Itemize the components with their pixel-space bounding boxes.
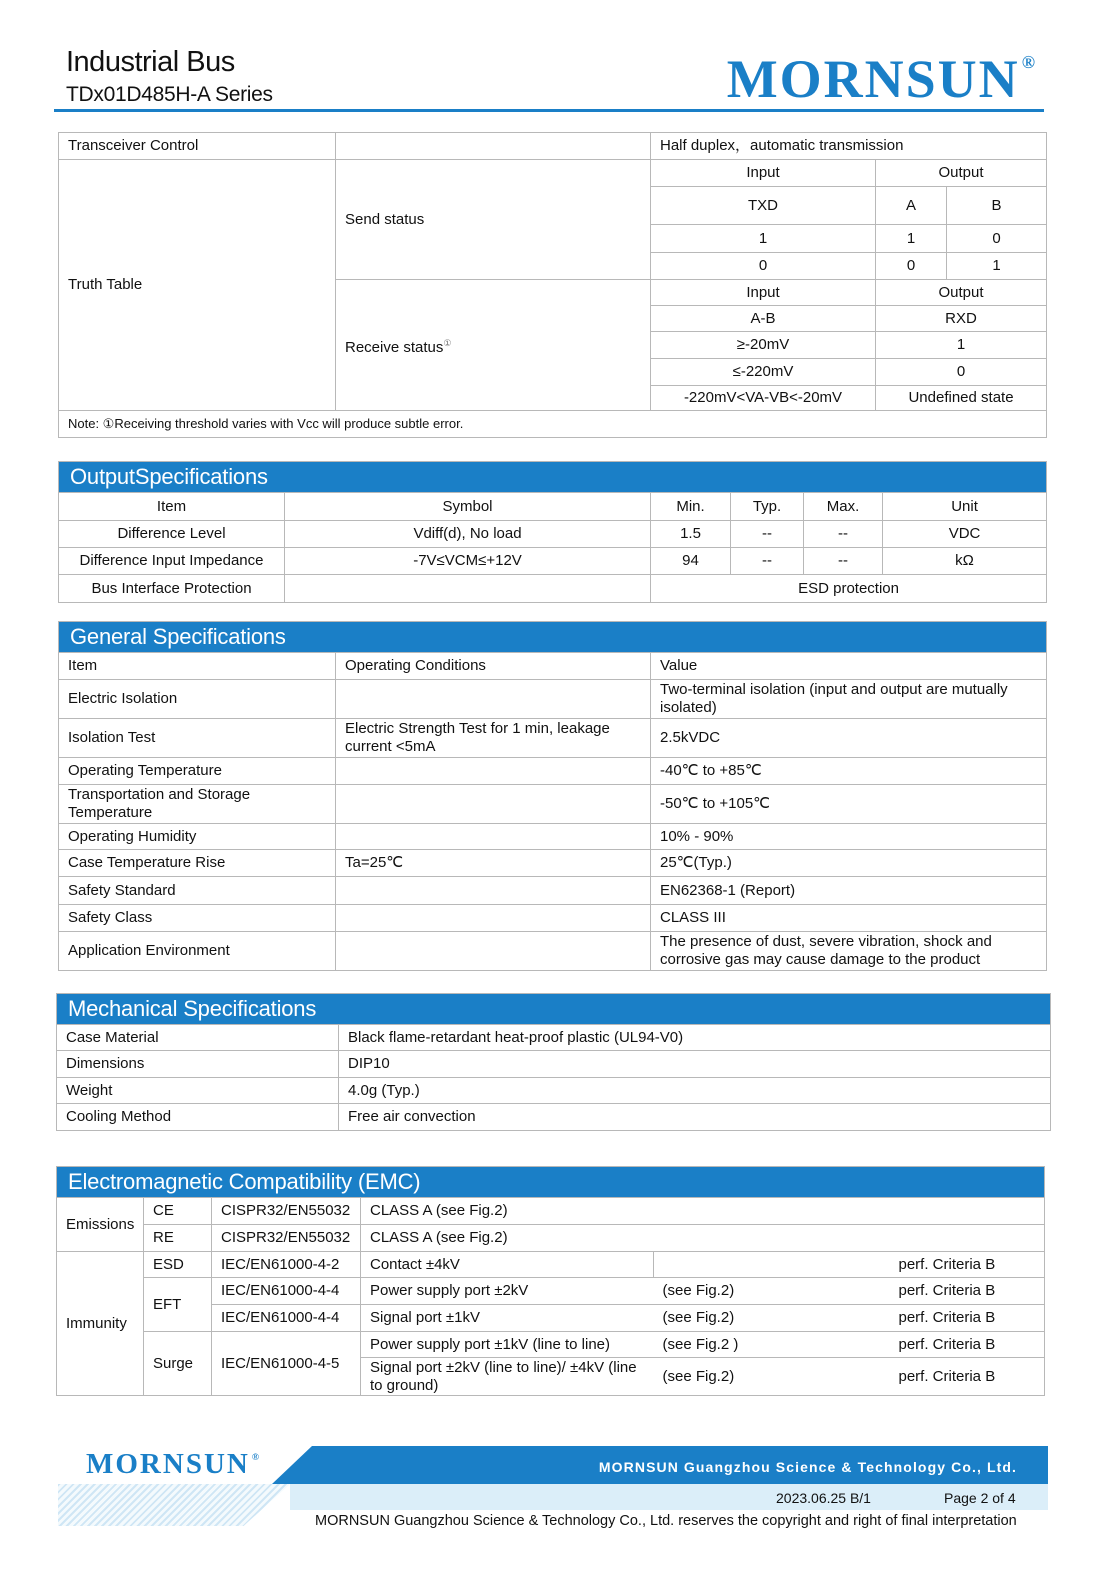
table-cell: The presence of dust, severe vibration, shock and corrosive gas may cause damage to the product (651, 932, 1047, 971)
general-header: Value (651, 653, 1047, 680)
table-cell: Operating Humidity (59, 824, 336, 850)
table-cell: Contact ±4kV (361, 1252, 654, 1278)
table-cell: Isolation Test (59, 719, 336, 758)
recv-cell: 0 (876, 359, 1047, 386)
send-input-header: Input (651, 160, 876, 187)
table-cell: CISPR32/EN55032 (212, 1225, 361, 1252)
table-cell: 2.5kVDC (651, 719, 1047, 758)
table-cell (336, 905, 651, 932)
table-cell: -- (731, 521, 804, 548)
footer-date: 2023.06.25 B/1 (776, 1490, 871, 1506)
send-cell: 1 (947, 253, 1047, 280)
header-rule (54, 109, 1044, 112)
table-row (57, 1051, 1051, 1078)
send-col-txd: TXD (651, 187, 876, 225)
send-col-b: B (947, 187, 1047, 225)
truth-table-note: Note: ①Receiving threshold varies with Vcc will produce subtle error. (59, 411, 1047, 438)
table-cell: IEC/EN61000-4-4 (212, 1305, 361, 1332)
general-spec-title: General Specifications (59, 622, 1047, 653)
table-cell: Safety Standard (59, 877, 336, 905)
send-cell: 0 (947, 225, 1047, 253)
send-cell: 0 (651, 253, 876, 280)
table-cell: CLASS III (651, 905, 1047, 932)
table-cell: kΩ (883, 548, 1047, 575)
table-cell: 25℃(Typ.) (651, 850, 1047, 877)
table-cell: RE (144, 1225, 212, 1252)
table-cell: DIP10 (339, 1051, 1051, 1078)
table-row (59, 719, 1047, 758)
table-row (59, 824, 1047, 850)
surge-label: Surge (144, 1332, 212, 1396)
surge-standard: IEC/EN61000-4-5 (212, 1332, 361, 1396)
table-cell: Vdiff(d), No load (285, 521, 651, 548)
recv-cell: ≤-220mV (651, 359, 876, 386)
table-cell: (see Fig.2) (654, 1305, 890, 1332)
output-spec-table (58, 461, 1047, 603)
table-cell: Operating Temperature (59, 758, 336, 785)
table-cell: Power supply port ±1kV (line to line) (361, 1332, 654, 1358)
table-row (59, 521, 1047, 548)
table-row (57, 1104, 1051, 1131)
send-cell: 1 (651, 225, 876, 253)
output-header: Unit (883, 493, 1047, 521)
emissions-label: Emissions (57, 1198, 144, 1252)
page-number: Page 2 of 4 (944, 1490, 1016, 1506)
send-cell: 1 (876, 225, 947, 253)
table-cell: Case Temperature Rise (59, 850, 336, 877)
table-cell: Power supply port ±2kV (361, 1278, 654, 1305)
eft-label: EFT (144, 1278, 212, 1332)
table-cell: Dimensions (57, 1051, 339, 1078)
table-cell (336, 785, 651, 824)
table-row (57, 1332, 1045, 1358)
table-cell: perf. Criteria B (890, 1332, 1045, 1358)
table-cell: Cooling Method (57, 1104, 339, 1131)
table-cell: Signal port ±1kV (361, 1305, 654, 1332)
recv-cell: Undefined state (876, 386, 1047, 411)
receive-status-label (336, 280, 651, 411)
truth-table-label: Truth Table (59, 160, 336, 411)
send-status-label: Send status (336, 160, 651, 280)
general-spec-table (58, 621, 1047, 971)
table-cell: CLASS A (see Fig.2) (361, 1225, 1045, 1252)
table-cell: -- (731, 548, 804, 575)
table-row (59, 575, 1047, 603)
table-cell: Case Material (57, 1025, 339, 1051)
emc-title: Electromagnetic Compatibility (EMC) (57, 1167, 1045, 1198)
send-cell: 0 (876, 253, 947, 280)
immunity-label: Immunity (57, 1252, 144, 1396)
table-cell: 10% - 90% (651, 824, 1047, 850)
table-cell: Ta=25℃ (336, 850, 651, 877)
table-cell: IEC/EN61000-4-2 (212, 1252, 361, 1278)
recv-cell: 1 (876, 332, 1047, 359)
table-cell: EN62368-1 (Report) (651, 877, 1047, 905)
table-cell: Signal port ±2kV (line to line)/ ±4kV (line to ground) (361, 1358, 654, 1396)
table-cell: -40℃ to +85℃ (651, 758, 1047, 785)
output-spec-title: OutputSpecifications (59, 462, 1047, 493)
table-cell: CISPR32/EN55032 (212, 1198, 361, 1225)
footer-registered-mark: ® (251, 1452, 259, 1463)
output-header: Typ. (731, 493, 804, 521)
mechanical-spec-table (56, 993, 1051, 1131)
table-cell: IEC/EN61000-4-4 (212, 1278, 361, 1305)
table-row (59, 877, 1047, 905)
table-row (59, 785, 1047, 824)
recv-cell: ≥-20mV (651, 332, 876, 359)
footer-copyright: MORNSUN Guangzhou Science & Technology Co., Ltd. reserves the copyright and right of final interpretation (315, 1513, 1017, 1529)
table-row (57, 1278, 1045, 1305)
bus-protection-label: Bus Interface Protection (59, 575, 285, 603)
document-title: Industrial Bus (66, 46, 235, 78)
table-cell (336, 680, 651, 719)
table-cell: Two-terminal isolation (input and output are mutually isolated) (651, 680, 1047, 719)
table-cell (336, 758, 651, 785)
output-header: Item (59, 493, 285, 521)
footer-light-band (290, 1484, 1048, 1510)
table-cell: ESD (144, 1252, 212, 1278)
table-row (57, 1078, 1051, 1104)
recv-cell: -220mV<VA-VB<-20mV (651, 386, 876, 411)
table-row (57, 1225, 1045, 1252)
table-row (59, 680, 1047, 719)
table-cell: Safety Class (59, 905, 336, 932)
table-cell: (see Fig.2) (654, 1358, 890, 1396)
table-cell: 1.5 (651, 521, 731, 548)
table-cell: Difference Input Impedance (59, 548, 285, 575)
receive-status-note-mark: ① (443, 337, 452, 348)
table-cell: Electric Isolation (59, 680, 336, 719)
table-cell (336, 824, 651, 850)
table-cell: 94 (651, 548, 731, 575)
transceiver-control-value: Half duplex，automatic transmission (651, 133, 1047, 160)
series-name: TDx01D485H-A Series (66, 83, 273, 106)
transceiver-control-label: Transceiver Control (59, 133, 336, 160)
footer-company: MORNSUN Guangzhou Science & Technology Co., Ltd. (598, 1459, 1017, 1475)
general-header: Item (59, 653, 336, 680)
table-row (59, 758, 1047, 785)
table-row (57, 1198, 1045, 1225)
footer-hatch-decoration (58, 1484, 290, 1526)
table-cell: Difference Level (59, 521, 285, 548)
table-cell: (see Fig.2 ) (654, 1332, 890, 1358)
table-cell: -7V≤VCM≤+12V (285, 548, 651, 575)
table-cell: CLASS A (see Fig.2) (361, 1198, 1045, 1225)
table-cell: Electric Strength Test for 1 min, leakage current <5mA (336, 719, 651, 758)
recv-col-rxd: RXD (876, 306, 1047, 332)
table-cell: 4.0g (Typ.) (339, 1078, 1051, 1104)
table-cell: -- (804, 521, 883, 548)
emc-table (56, 1166, 1045, 1396)
output-header: Max. (804, 493, 883, 521)
table-cell: (see Fig.2) (654, 1278, 890, 1305)
bus-protection-value: ESD protection (651, 575, 1047, 603)
table-cell: perf. Criteria B (890, 1358, 1045, 1396)
registered-mark: ® (1021, 52, 1035, 72)
general-header: Operating Conditions (336, 653, 651, 680)
recv-input-header: Input (651, 280, 876, 306)
transceiver-table (58, 132, 1047, 438)
footer-mornsun-logo (86, 1448, 259, 1481)
logo-text: MORNSUN (726, 49, 1020, 109)
table-row (59, 548, 1047, 575)
table-cell: perf. Criteria B (890, 1252, 1045, 1278)
table-cell (336, 932, 651, 971)
table-cell (336, 877, 651, 905)
mornsun-logo (727, 48, 1035, 110)
footer-logo-text: MORNSUN (86, 1448, 250, 1480)
table-cell: Weight (57, 1078, 339, 1104)
table-row (59, 905, 1047, 932)
table-cell: Transportation and Storage Temperature (59, 785, 336, 824)
table-cell: perf. Criteria B (890, 1305, 1045, 1332)
send-output-header: Output (876, 160, 1047, 187)
table-cell: CE (144, 1198, 212, 1225)
recv-col-ab: A-B (651, 306, 876, 332)
table-cell: Black flame-retardant heat-proof plastic (UL94-V0) (339, 1025, 1051, 1051)
table-row (59, 932, 1047, 971)
recv-output-header: Output (876, 280, 1047, 306)
output-header: Symbol (285, 493, 651, 521)
table-cell: -- (804, 548, 883, 575)
send-col-a: A (876, 187, 947, 225)
table-cell: VDC (883, 521, 1047, 548)
output-header: Min. (651, 493, 731, 521)
table-row (57, 1025, 1051, 1051)
table-row (59, 850, 1047, 877)
mechanical-spec-title: Mechanical Specifications (57, 994, 1051, 1025)
table-cell: Free air convection (339, 1104, 1051, 1131)
table-cell: perf. Criteria B (890, 1278, 1045, 1305)
receive-status-text: Receive status (345, 338, 444, 356)
table-row (57, 1252, 1045, 1278)
table-cell: -50℃ to +105℃ (651, 785, 1047, 824)
table-cell: Application Environment (59, 932, 336, 971)
